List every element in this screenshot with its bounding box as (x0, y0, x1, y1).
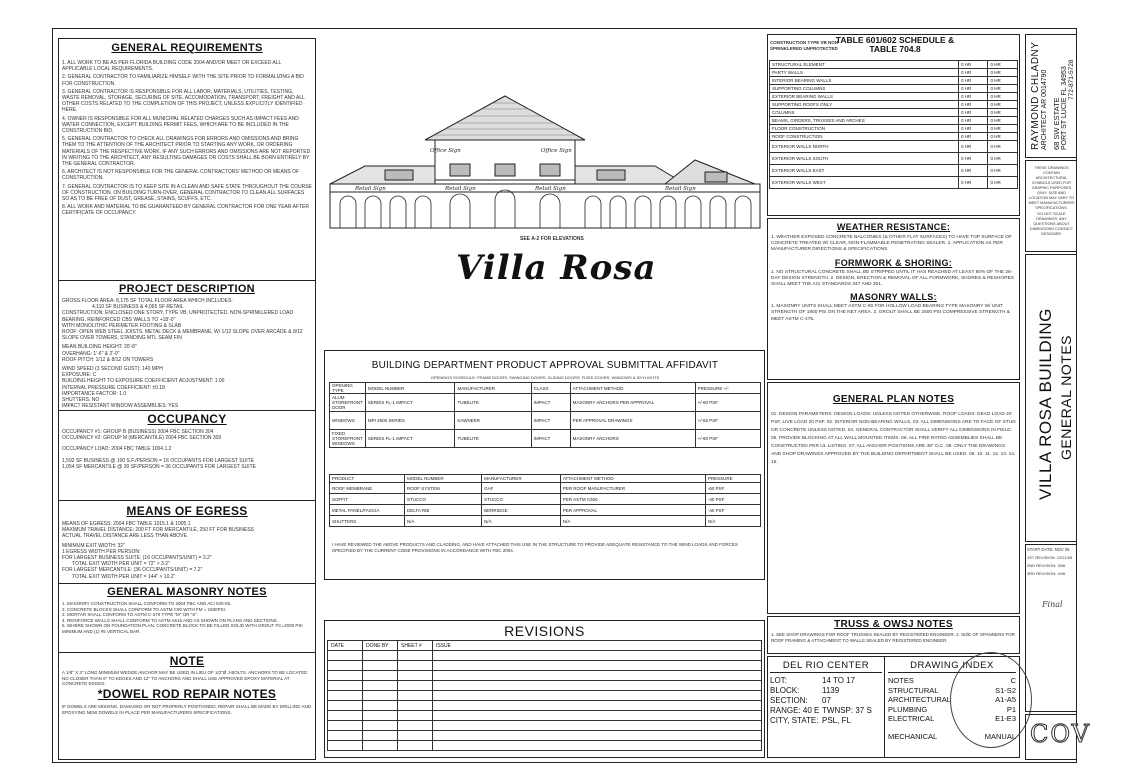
table-cell: 0 HR (958, 153, 988, 165)
table-cell: EXTERIOR WALLS SOUTH (770, 153, 959, 165)
occupancy-line: OCCUPANCY #2: GROUP M (MERCANTILE) 2004 FBC SECTION 309 (62, 435, 222, 442)
note-body: A 1/8" X 3" LONG MINIMUM WEDGE ANCHOR MAY BE USED IN LIEU OF 1/2"Ø J-BOLTS. ANCHORS TO BE LOCATED NO CLOSER THAN 6" TO EDGES AND 12" TO ANCHORS AND SHALL USE APPROVED EPOXY MATERIAL AT CONCRETE EDGES. (62, 670, 308, 687)
table-cell: +/-60 PSF (695, 430, 760, 448)
architect-note-1: THESE DRAWINGS CONTAIN ARCHITECTURAL SYMBOLS USED FOR GRAPHIC PURPOSES ONLY. SIZE AND LOCATION MAY VARY TO MEET MANUFACTURERS SPECIFICATIONS. (1028, 166, 1075, 210)
table-cell: 0 HR (988, 69, 1018, 77)
truss-heading: TRUSS & OWSJ NOTES (834, 619, 953, 630)
egress-line: FOR LARGEST MERCANTILE: (36 OCCUPANTS/UNIT) = 7.2" (62, 567, 203, 574)
table-cell: 0 HR (988, 93, 1018, 101)
table-cell: 0 HR (958, 141, 988, 153)
table-cell: DELTA RIB (405, 505, 482, 516)
index-sheet: P1 (1006, 704, 1016, 714)
occupancy-body (62, 429, 312, 470)
masonry-walls-body: 1. MASONRY UNITS SHALL MEET ASTM C-90 FOR HOLLOW LOAD BEARING TYPE MASONRY W/ UNIT STRENGTH OF 1900 PSI ON THE NET AREA. 2. GROUT SHALL BE 2500 PSI COMPRESSIVE STRENGTH & MEET ASTM C-476. (771, 304, 1010, 322)
table-row (770, 61, 1018, 69)
table-cell: 0 HR (958, 69, 988, 77)
project-description-body (62, 298, 312, 409)
table-row (328, 651, 762, 661)
table-row (770, 153, 1018, 165)
occupancy-line: OCCUPANCY #1: GROUP B (BUSINESS) 2004 FBC SECTION 304 (62, 429, 214, 435)
masonry-item: 3. MORTAR SHALL CONFORM TO ASTM C-270 TYPE "M" OR "S". (62, 612, 199, 618)
table-cell: 0 HR (988, 177, 1018, 189)
affidavit-subheading: OPENINGS SCHEDULE: FRAME DOORS, SWINGING DOORS, SLIDING DOORS, FIXED DOORS, WINDOWS & SKYLIGHTS (430, 375, 660, 380)
desc-line: OVERHANG: 1'-6" & 2'-0" (62, 350, 120, 357)
general-plan-section (771, 394, 1016, 467)
elevation-label: Retail Sign (535, 186, 566, 192)
requirement-item: 6. ARCHITECT IS NOT RESPONSIBLE FOR THE GENERAL CONTRACTORS' METHOD OR MEANS OF CONSTRUCTION. (62, 169, 300, 182)
del-rio-section (770, 660, 882, 726)
affidavit-heading: BUILDING DEPARTMENT PRODUCT APPROVAL SUBMITTAL AFFIDAVIT (371, 360, 719, 371)
table-row (330, 412, 761, 430)
del-rio-value: PSL, FL (822, 716, 851, 725)
table-row (770, 69, 1018, 77)
table-cell: INTERIOR BEARING WALLS (770, 77, 959, 85)
table-header-row (328, 641, 762, 651)
table-row (770, 101, 1018, 109)
desc-line: GROSS FLOOR AREA: 8,175 SF TOTAL FLOOR AREA WHICH INCLUDES: (62, 298, 233, 304)
divider (58, 500, 316, 501)
egress-line: TOTAL EXIT WIDTH PER UNIT = 144" > 10.2" (72, 573, 176, 580)
table-cell: SOFFIT (330, 494, 405, 505)
table-row (328, 671, 762, 681)
openings-table (329, 382, 761, 448)
del-rio-row (770, 716, 882, 726)
table-cell: N/A (405, 516, 482, 527)
occupancy-line: 1,592 SF BUSINESS @ 100 S.F./PERSON = 16 OCCUPANTS FOR LARGEST SUITE (62, 457, 255, 464)
table-cell: +/-60 PSF (695, 394, 760, 412)
general-requirements-heading: GENERAL REQUIREMENTS (111, 42, 263, 54)
table-cell: MASONRY ANCHORS PER APPROVAL (570, 394, 695, 412)
elevation-label: Office Sign (430, 148, 461, 154)
divider (58, 652, 316, 653)
table-cell: SERIES FL-1 IMPACT (365, 394, 455, 412)
table601-left-title: CONSTRUCTION TYPE VB NON-SPRINKLERED UNPROTECTED (770, 40, 840, 52)
table-cell: GAF (482, 483, 561, 494)
table-row (770, 109, 1018, 117)
column-header: MODEL NUMBER (365, 383, 455, 394)
table-cell: IMPACT (531, 430, 570, 448)
general-requirements-section (62, 42, 312, 219)
del-rio-row (770, 696, 882, 706)
elevation-label: Retail Sign (665, 186, 696, 192)
del-rio-row (770, 686, 882, 696)
masonry-body (62, 601, 312, 635)
project-title: Villa Rosa (456, 248, 657, 288)
del-rio-value: TWNSP: 37 S (822, 706, 872, 715)
index-sheet: E1-E3 (995, 714, 1016, 723)
table-row (330, 505, 761, 516)
sheet-title-line1: VILLA ROSA BUILDING (1036, 308, 1055, 500)
elevation-label: Retail Sign (355, 186, 386, 192)
requirement-item: 3. GENERAL CONTRACTOR IS RESPONSIBLE FOR ALL LABOR, MATERIALS, UTILITIES, TESTING, WASTE REMOVAL, STORAGE, SECURING OF SITE, ACCOMODATION, TRANSPORT, FREIGHT AND ALL OTHER COSTS RELATED TO THE COMPLETION OF THIS PROJECT, UNLESS EXPLICITLY IDENTIFIED HERE. (62, 88, 305, 114)
table-row (770, 77, 1018, 85)
egress-line: TOTAL EXIT WIDTH PER UNIT = 72" > 3.2" (72, 561, 170, 568)
table-cell: MPI 4500 SERIES (365, 412, 455, 430)
occupancy-section (62, 412, 312, 470)
products-table (329, 474, 761, 527)
egress-line: MAXIMUM TRAVEL DISTANCE: 200 FT FOR MERCANTILE, 250 FT FOR BUSINESS (62, 527, 254, 534)
desc-line: WITH MONOLITHIC PERIMETER FOOTING & SLAB (62, 322, 182, 329)
table-row (770, 133, 1018, 141)
egress-line: MEANS OF EGRESS: 2004 FBC TABLE 1015.1 & 1005.1 (62, 521, 191, 527)
table-cell: ROOF MEMBRANE (330, 483, 405, 494)
del-rio-value: 14 TO 17 (822, 676, 856, 685)
del-rio-row (770, 676, 882, 686)
del-rio-value: 1139 (822, 686, 840, 695)
architect-note-2: DO NOT SCALE DRAWINGS. ANY QUESTIONS ABOUT DIMENSIONS CONTACT DESIGNER. (1029, 212, 1074, 236)
del-rio-label: BLOCK: (770, 686, 800, 695)
desc-line: ROOF PITCH: 1/12 & 8/12 ON TOWERS (62, 356, 154, 363)
del-rio-value: 07 (822, 696, 831, 705)
column-header: MODEL NUMBER (405, 475, 482, 483)
table-cell: 0 HR (988, 109, 1018, 117)
table-cell: ALUM STOREFRONT DOOR (330, 394, 366, 412)
table-row (328, 741, 762, 751)
column-header: MANUFACTURER (482, 475, 561, 483)
table-cell: 0 HR (958, 77, 988, 85)
table-cell: KAWNEER (455, 412, 531, 430)
column-header: MANUFACTURER (455, 383, 531, 394)
masonry-heading: GENERAL MASONRY NOTES (107, 586, 267, 598)
index-sheet: A1-A5 (995, 695, 1016, 704)
table-row (328, 701, 762, 711)
table-row (770, 93, 1018, 101)
affidavit-certification: I HAVE REVIEWED THE ABOVE PRODUCTS AND CLADDING, AND HAVE ATTACHED THIS USE IN THE STRUCTURE TO PROVIDE ADEQUATE RESISTANCE TO THE WIND LOADS AND FORCES SPECIFIED BY THE CURRENT CODE PROVISIONS IN ACCORDANCE WITH FBC 2004. (332, 542, 738, 553)
occupancy-line: 1,054 SF MERCANTILE @ 30 SF/PERSON = 36 OCCUPANTS FOR LARGEST SUITE (62, 463, 256, 470)
table-cell: BERRIDGE (482, 505, 561, 516)
table-cell: N/A (705, 516, 760, 527)
architect-address1: 68 SW ESTATE (1052, 97, 1061, 150)
table-cell: FLOOR CONSTRUCTION (770, 125, 959, 133)
column-header: ATTACHMENT METHOD (570, 383, 695, 394)
table-cell: EXTERIOR WALLS EAST (770, 165, 959, 177)
start-date: START DATE: NOV 05 (1027, 547, 1070, 552)
note-heading: NOTE (169, 654, 205, 668)
table-cell: 0 HR (988, 85, 1018, 93)
table-row (328, 731, 762, 741)
table-cell: 0 HR (958, 177, 988, 189)
column-header: DATE (328, 641, 363, 651)
table-row (770, 177, 1018, 189)
table-cell: STUCCO (482, 494, 561, 505)
table-cell: 0 HR (958, 165, 988, 177)
table-cell: PER ROOF MANUFACTURER (560, 483, 705, 494)
index-sheet: MANUAL (984, 731, 1016, 741)
table-cell: 0 HR (958, 117, 988, 125)
project-description-heading: PROJECT DESCRIPTION (119, 283, 255, 295)
occupancy-heading: OCCUPANCY (147, 412, 227, 426)
table-cell: IMPACT (531, 412, 570, 430)
building-elevation (325, 88, 765, 233)
table-cell: 0 HR (958, 133, 988, 141)
column-header: PRESSURE +/- (695, 383, 760, 394)
table-cell: TUBELITE (455, 430, 531, 448)
del-rio-heading: DEL RIO CENTER (770, 660, 882, 673)
table-cell: 0 HR (958, 125, 988, 133)
divider (58, 410, 316, 411)
drawing-index-heading: DRAWING INDEX (888, 660, 1016, 673)
table-cell: 0 HR (958, 101, 988, 109)
requirement-item: 1. ALL WORK TO BE AS PER FLORIDA BUILDING CODE 2004 AND/OR MEET OR EXCEED ALL APPLICABLE LOCAL REQUIREMENTS. (62, 60, 282, 73)
dowel-body: IF DOWELS ARE MISSING, DAMAGED OR NOT PROPERLY POSITIONED, REPAIR SHALL BE MADE BY DRILLING AND EPOXYING NEW DOWELS IN PLACE PER MANUFACTURERS SPECIFICATIONS. (62, 704, 311, 715)
column-header: ISSUE (433, 641, 762, 651)
truss-section (771, 619, 1016, 644)
table-cell: 0 HR (958, 93, 988, 101)
del-rio-label: CITY, STATE: (770, 716, 819, 725)
table-cell: ROOF CONSTRUCTION (770, 133, 959, 141)
table-row (330, 430, 761, 448)
table-cell: 0 HR (958, 85, 988, 93)
table-cell: METAL PANEL/FASCIA (330, 505, 405, 516)
table-row (328, 721, 762, 731)
elevation-label: Retail Sign (445, 186, 476, 192)
table-cell: 0 HR (958, 109, 988, 117)
index-label: MECHANICAL (888, 731, 938, 741)
table-cell: +/-55 PSF (695, 412, 760, 430)
hand-drawn-circle (950, 652, 1032, 748)
masonry-item: 1. MASONRY CONSTRUCTION SHALL CONFORM TO 2004 FBC AND ACI 530-05. (62, 601, 232, 606)
table-cell: PARTY WALLS (770, 69, 959, 77)
index-sheet: C (1010, 676, 1016, 685)
masonry-walls-heading: MASONRY WALLS: (850, 292, 937, 303)
table-cell: WINDOWS (330, 412, 366, 430)
divider (58, 280, 316, 281)
table-row (330, 516, 761, 527)
weather-body: 1. WEATHER EXPOSED CONCRETE BALCONIES (& OTHER FLAT SURFACES) TO HAVE TOP SURFACE OF CONCRETE TREATED W/ CLEAR, NON-FLAMMABLE PENETRATING SEALER. 2. APPLICATION AS PER MANUFACTURER DIRECTIONS & SPECIFICATIONS. (771, 235, 1012, 253)
table-cell: EXTERIOR WALLS WEST (770, 177, 959, 189)
desc-line: EXPOSURE: C (62, 372, 97, 379)
table-cell: TUBELITE (455, 394, 531, 412)
masonry-item: 4. REINFORCE WALLS SHALL CONFORM TO ASTM A615 AND AS SHOWN ON PLANS AND SECTIONS. (62, 617, 279, 623)
revision-1: 1ST REVISION: 12/21/05 (1027, 555, 1073, 560)
table-header-row (330, 383, 761, 394)
table-cell: 0 HR (988, 125, 1018, 133)
sheet-title-line2: GENERAL NOTES (1058, 334, 1074, 460)
column-header: OPENING TYPE (330, 383, 366, 394)
table-cell: IMPACT (531, 394, 570, 412)
table-cell: 0 HR (988, 133, 1018, 141)
revision-2: 2ND REVISION: 3/06 (1027, 563, 1066, 568)
table-cell: BEAMS, GIRDERS, TRUSSES AND ARCHES (770, 117, 959, 125)
desc-line: 4,110 SF BUSINESS & 4,065 SF RETAIL (92, 304, 184, 311)
table-cell: -40 PSF (705, 494, 760, 505)
general-plan-body: 01. DESIGN PARAMETERS: DESIGN LOADS: UNLESS NOTED OTHERWISE. ROOF LOADS: DEAD LOAD 20 PSF, LIVE LOAD 20 PSF. 02. INTERIOR NON-BEARING WALLS, 03. ALL DIMENSIONS ARE TO FACE OF STUD OR CONCRETE UNLESS NOTED. 04. GENERAL CONTRACTOR SHALL VERIFY ALL DIMENSIONS IN FIELD. 05. PROVIDE BLOCKING AT ALL WALL MOUNTED ITEMS. 06. ALL FIRE RATED ASSEMBLIES SHALL BE CONSTRUCTED PER UL LISTING. 07. ALL ANCHOR POSITIONS ARE 48" O.C. 08. ONLY THE DRAWINGS AND SHOP DRAWINGS APPROVED BY THE BUILDING DEPARTMENT SHALL BE USED. 09. 10. 11. 12. 13. 14. 15. (771, 412, 1016, 465)
table-cell: SHUTTERS (330, 516, 405, 527)
egress-line: ACTUAL TRAVEL DISTANCE ARE LESS THAN ABOVE. (62, 533, 189, 540)
general-masonry-section (62, 586, 312, 635)
table-row (328, 661, 762, 671)
table-cell: SERIES FL-1 IMPACT (365, 430, 455, 448)
table-cell: 0 HR (988, 117, 1018, 125)
column-header: CLASS (531, 383, 570, 394)
divider (58, 583, 316, 584)
del-rio-label: RANGE: 40 E (770, 706, 820, 715)
project-description-section (62, 283, 312, 409)
table-header-row (330, 475, 761, 483)
revisions-table (327, 640, 762, 751)
table-row (770, 117, 1018, 125)
desc-line: MEAN BUILDING HEIGHT: 20'-8" (62, 344, 137, 351)
index-label: ARCHITECTURAL (888, 695, 951, 704)
note-section (62, 654, 312, 687)
handwritten-final: Final (1042, 600, 1063, 609)
formwork-body: 1. NO STRUCTURAL CONCRETE SHALL BE STRIPPED UNTIL IT HAS REACHED AT LEAST 80% OF THE 28-DAY DESIGN STRENGTH. 2. DESIGN, ERECTION & REMOVAL OF ALL FORMWORK, SHORES & RESHORES SHALL MEET THE ACI STANDARDS 347 AND 301. (771, 269, 1014, 288)
table-cell: ROOF SYSTEM (405, 483, 482, 494)
table601-heading: TABLE 601/602 SCHEDULE & TABLE 704.8 (835, 35, 955, 54)
requirement-item: 4. OWNER IS RESPONSIBLE FOR ALL MUNICIPAL RELATED CHARGES SUCH AS IMPACT FEES AND WATER CONNECTION, EXCEPT BUILDING PERMIT FEES, WHICH ARE TO BE INCLUDED IN THE CONSTRUCTION BID. (62, 115, 299, 135)
table-row (770, 125, 1018, 133)
occupancy-line: OCCUPANCY LOAD: 2004 FBC TABLE 1004.1.2 (62, 446, 172, 453)
table-row (330, 494, 761, 505)
egress-line: 1 EGRESS WIDTH PER PERSON: (62, 548, 141, 555)
index-label: STRUCTURAL (888, 685, 939, 695)
desc-line: BUILDING HEIGHT TO EXPOSURE COEFFICIENT ADJUSTMENT: 1.00 (62, 378, 225, 385)
index-sheet: S1-S2 (995, 685, 1016, 695)
elevation-caption: SEE A-2 FOR ELEVATIONS (520, 236, 584, 242)
masonry-item: 5. WHERE SHOWN ON FOUNDATION PLAN, CONCRETE BLOCK TO BE FILLED SOLID WITH GROUT FC=2000 PSI MINIMUM AND (1) #5 VERTICAL BAR. (62, 623, 303, 634)
column-header: PRODUCT (330, 475, 405, 483)
column-header: PRESSURE (705, 475, 760, 483)
table-cell: FIXED STOREFRONT WINDOWS (330, 430, 366, 448)
table-cell: -40 PSF (705, 505, 760, 516)
table-row (770, 141, 1018, 153)
weather-heading: WEATHER RESISTANCE: (836, 222, 951, 232)
requirement-item: 8. ALL WORK AND MATERIAL TO BE GUARANTEED BY GENERAL CONTRACTOR FOR ONE YEAR AFTER CERTIFICATE OF OCCUPANCY. (62, 204, 309, 217)
table-cell: PER APPROVAL (560, 505, 705, 516)
egress-heading: MEANS OF EGRESS (126, 504, 248, 518)
requirement-item: 7. GENERAL CONTRACTOR IS TO KEEP SITE IN A CLEAN AND SAFE STATE THROUGHOUT THE COURSE OF CONSTRUCTION. ON BUILDING TURN-OVER, GENERAL CONTRACTOR TO CLEAN ALL SURFACES SO AS TO BE FREE OF DUST, GREASE, STAINS, SCUFFS, ETC. (62, 183, 312, 203)
desc-line: ROOF: OPEN WEB STEEL JOISTS, METAL DECK & MEMBRANE, W/ 1/12 SLOPE OVER ARCADE & 8/12 SLOPE OVER TOWERS, STANDING MTL SEAM FIN (62, 329, 303, 342)
del-rio-row (770, 706, 882, 716)
table-cell: SUPPORTING COLUMNS (770, 85, 959, 93)
table-cell: 0 HR (988, 165, 1018, 177)
table-cell: 0 HR (988, 153, 1018, 165)
del-rio-label: SECTION: (770, 696, 808, 705)
general-requirements-list (62, 60, 312, 217)
table-cell: N/A (482, 516, 561, 527)
column-header: SHEET # (398, 641, 433, 651)
desc-line: IMPORTANCE FACTOR: 1.0 (62, 390, 127, 397)
table601 (769, 60, 1018, 189)
architect-name: RAYMOND CHLADNY (1030, 41, 1041, 150)
table-row (328, 681, 762, 691)
requirement-item: 2. GENERAL CONTRACTOR TO FAMILIARIZE HIMSELF WITH THE SITE PRIOR TO FORMALIZING A BID FOR CONSTRUCTION. (62, 74, 304, 87)
del-rio-label: LOT: (770, 676, 787, 685)
index-label: PLUMBING (888, 704, 928, 714)
table-cell: MASONRY ANCHORS (570, 430, 695, 448)
table-cell: 0 HR (988, 61, 1018, 69)
divider (884, 656, 885, 758)
egress-line: MINIMUM EXIT WIDTH: 32" (62, 542, 125, 549)
architect-phone: 772-871-5728 (1068, 59, 1075, 100)
table-cell: 0 HR (988, 77, 1018, 85)
table-cell: PER APPROVAL DRAWINGS (570, 412, 695, 430)
masonry-item: 2. CONCRETE BLOCKS SHALL CONFORM TO ASTM C90 WITH FM = 1500PSI. (62, 606, 227, 612)
table-row (328, 711, 762, 721)
table-row (330, 394, 761, 412)
table-row (330, 483, 761, 494)
table-cell: EXTERIOR BEARING WALLS (770, 93, 959, 101)
elevation-label: Office Sign (541, 148, 572, 154)
general-plan-heading: GENERAL PLAN NOTES (832, 394, 955, 405)
desc-line: SHUTTERS: NO (62, 397, 100, 404)
dowel-notes-section (62, 687, 312, 715)
egress-line: FOR LARGEST BUSINESS SUITE: (16 OCCUPANTS/UNIT) = 3.2" (62, 555, 212, 562)
table-cell: PER ASTM C926 (560, 494, 705, 505)
table-cell: 0 HR (958, 61, 988, 69)
index-label: ELECTRICAL (888, 714, 935, 723)
table-cell: SUPPORTING ROOFS ONLY (770, 101, 959, 109)
table-cell: -60 PSF (705, 483, 760, 494)
table-row (770, 165, 1018, 177)
egress-body (62, 521, 312, 580)
table-cell: 0 HR (988, 101, 1018, 109)
dowel-heading: *DOWEL ROD REPAIR NOTES (97, 687, 277, 701)
architect-address2: PORT ST LUCIE FL 34953 (1061, 66, 1068, 150)
dates-panel (1025, 544, 1077, 712)
desc-line: INTERNAL PRESSURE COEFFICIENT: ±0.18 (62, 384, 165, 391)
architect-license: ARCHITECT AR 0014790 (1041, 69, 1048, 150)
desc-line: IMPACT RESISTANT WINDOW ASSEMBLIES: YES (62, 403, 179, 410)
formwork-heading: FORMWORK & SHORING: (834, 257, 953, 268)
table-cell: STUCCO (405, 494, 482, 505)
table-row (770, 85, 1018, 93)
column-header: DONE BY (363, 641, 398, 651)
table-cell: EXTERIOR WALLS NORTH (770, 141, 959, 153)
column-header: ATTACHMENT METHOD (560, 475, 705, 483)
table-cell: STRUCTURAL ELEMENT (770, 61, 959, 69)
desc-line: CONSTRUCTION: ENCLOSED ONE STORY, TYPE VB, UNPROTECTED, NON-SPRINKLERED LOAD BEARING, REINFORCED CBS WALLS TO +18'-0" (62, 310, 294, 323)
sheet-number: COV (1030, 720, 1091, 748)
requirement-item: 5. GENERAL CONTRACTOR TO CHECK ALL DRAWINGS FOR ERRORS AND OMISSIONS AND BRING THEM TO THE ATTENTION OF THE ARCHITECT PRIOR TO STARTING ANY WORK, OR ORDERING MATERIALS OF THE RESPECTIVE WORK. IF ANY SUCH ERRORS AND OMISSIONS ARE NOT REPORTED IN WRITING TO THE ARCHITECT, ANY RESULTING DAMAGES OR COSTS SHALL BE BORN ENTIRELY BY THE GENERAL CONTRACTOR. (62, 136, 311, 168)
desc-line: WIND SPEED (3 SECOND GUST): 140 MPH (62, 366, 163, 373)
weather-section (771, 222, 1016, 323)
revisions-heading: REVISIONS (504, 623, 585, 639)
revision-3: 3RD REVISION: 4/06 (1027, 571, 1066, 576)
table-cell: N/A (560, 516, 705, 527)
table-row (328, 691, 762, 701)
index-label: NOTES (888, 676, 914, 685)
table-cell: 0 HR (988, 141, 1018, 153)
means-of-egress-section (62, 504, 312, 580)
table-cell: COLUMNS (770, 109, 959, 117)
truss-body: 1. SEE SHOP DRAWINGS FOR ROOF TRUSSES SEALED BY REGISTERED ENGINEER. 2. SIZE OF SPANNERS FOR ROOF FRAMING & ATTACHMENT TO WALLS SEALED BY REGISTERED ENGINEER. (771, 632, 1016, 644)
